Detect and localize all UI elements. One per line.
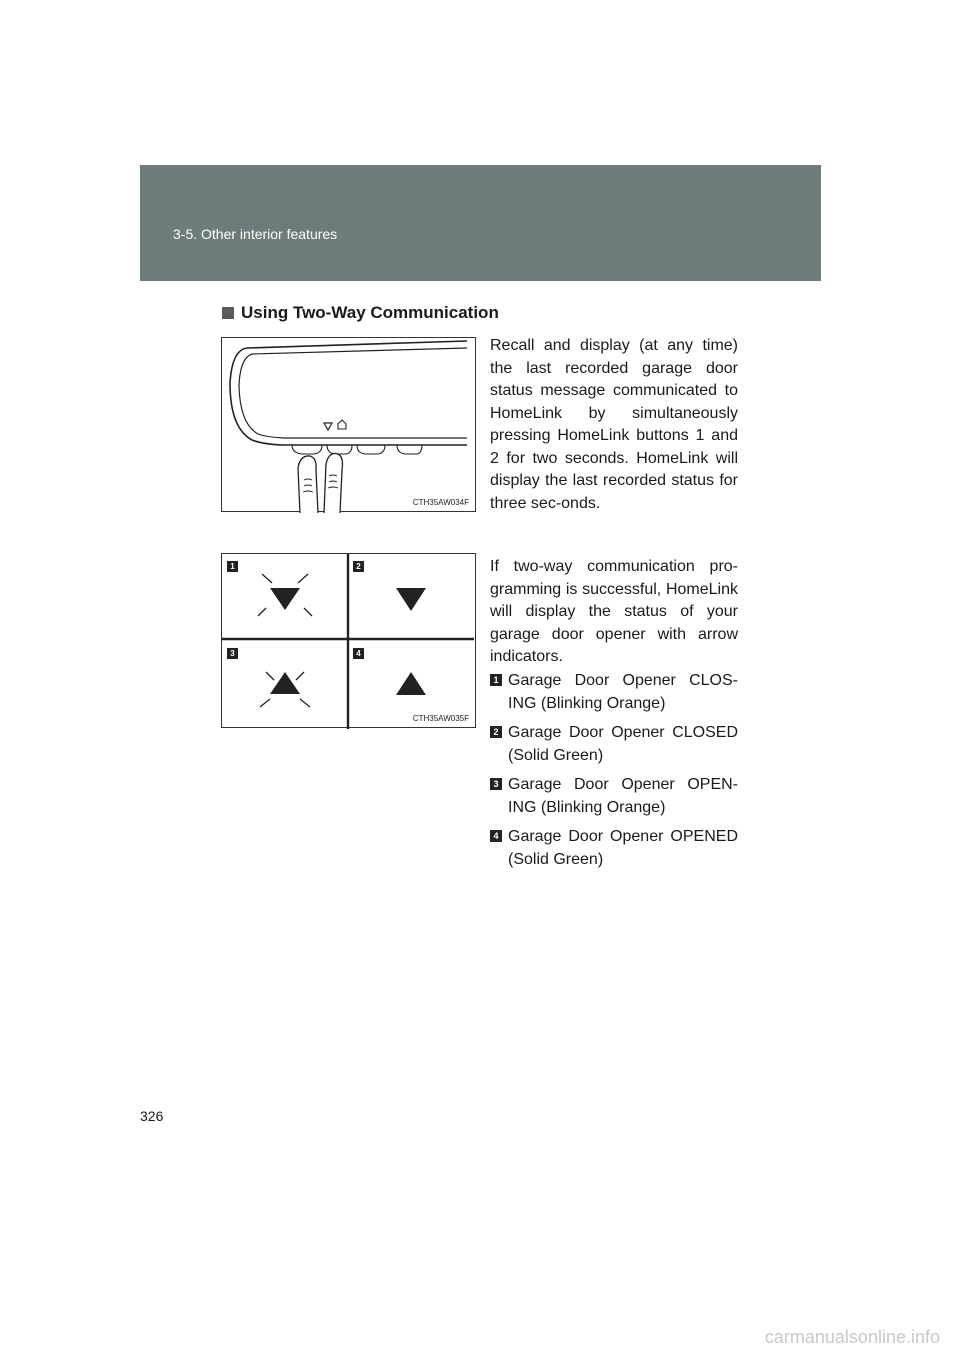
mirror-illustration [221,337,476,512]
paragraph-two-way: If two-way communication pro-gramming is successful, HomeLink will display the status of your garage door opener with arrow indicators. [490,558,738,665]
section-title-text: Using Two-Way Communication [241,303,499,322]
quadrant-badge-2: 2 [353,561,364,572]
figure-code: CTH35AW034F [412,498,469,507]
figure-code: CTH35AW035F [412,714,469,723]
opened-arrow-icon [396,672,426,695]
opening-arrow-icon [270,672,300,694]
quadrant-drawing [222,554,477,729]
closing-arrow-icon [270,588,300,610]
watermark: carmanualsonline.info [764,1327,940,1347]
number-badge: 1 [490,674,502,686]
closed-arrow-icon [396,588,426,611]
number-badge: 2 [490,726,502,738]
arrow-indicator-diagram [221,553,476,728]
legend-text: Garage Door Opener OPEN-ING (Blinking Orange) [508,776,738,816]
legend-item [490,826,738,871]
quadrant-badge-1: 1 [227,561,238,572]
number-badge: 3 [490,778,502,790]
legend-text: Garage Door Opener CLOS-ING (Blinking Orange) [508,672,738,712]
quadrant-badge-4: 4 [353,648,364,659]
legend-text: Garage Door Opener OPENED (Solid Green) [508,828,738,868]
quadrant-badge-3: 3 [227,648,238,659]
section-breadcrumb: 3-5. Other interior features [173,226,338,242]
mirror-drawing [222,338,477,513]
legend-item [490,670,738,715]
legend-item [490,774,738,819]
paragraph-recall: Recall and display (at any time) the last recorded garage door status message communicated to HomeLink by simultaneously pressing HomeLink buttons 1 and 2 for two seconds. HomeLink will display the last recorded status for three sec-onds. [490,337,738,512]
legend-item [490,722,738,767]
section-title [222,303,499,323]
legend-text: Garage Door Opener CLOSED (Solid Green) [508,724,738,764]
indicator-legend [490,670,738,878]
square-bullet-icon [222,307,234,319]
page-number: 326 [140,1108,164,1124]
header-band [140,165,821,281]
number-badge: 4 [490,830,502,842]
